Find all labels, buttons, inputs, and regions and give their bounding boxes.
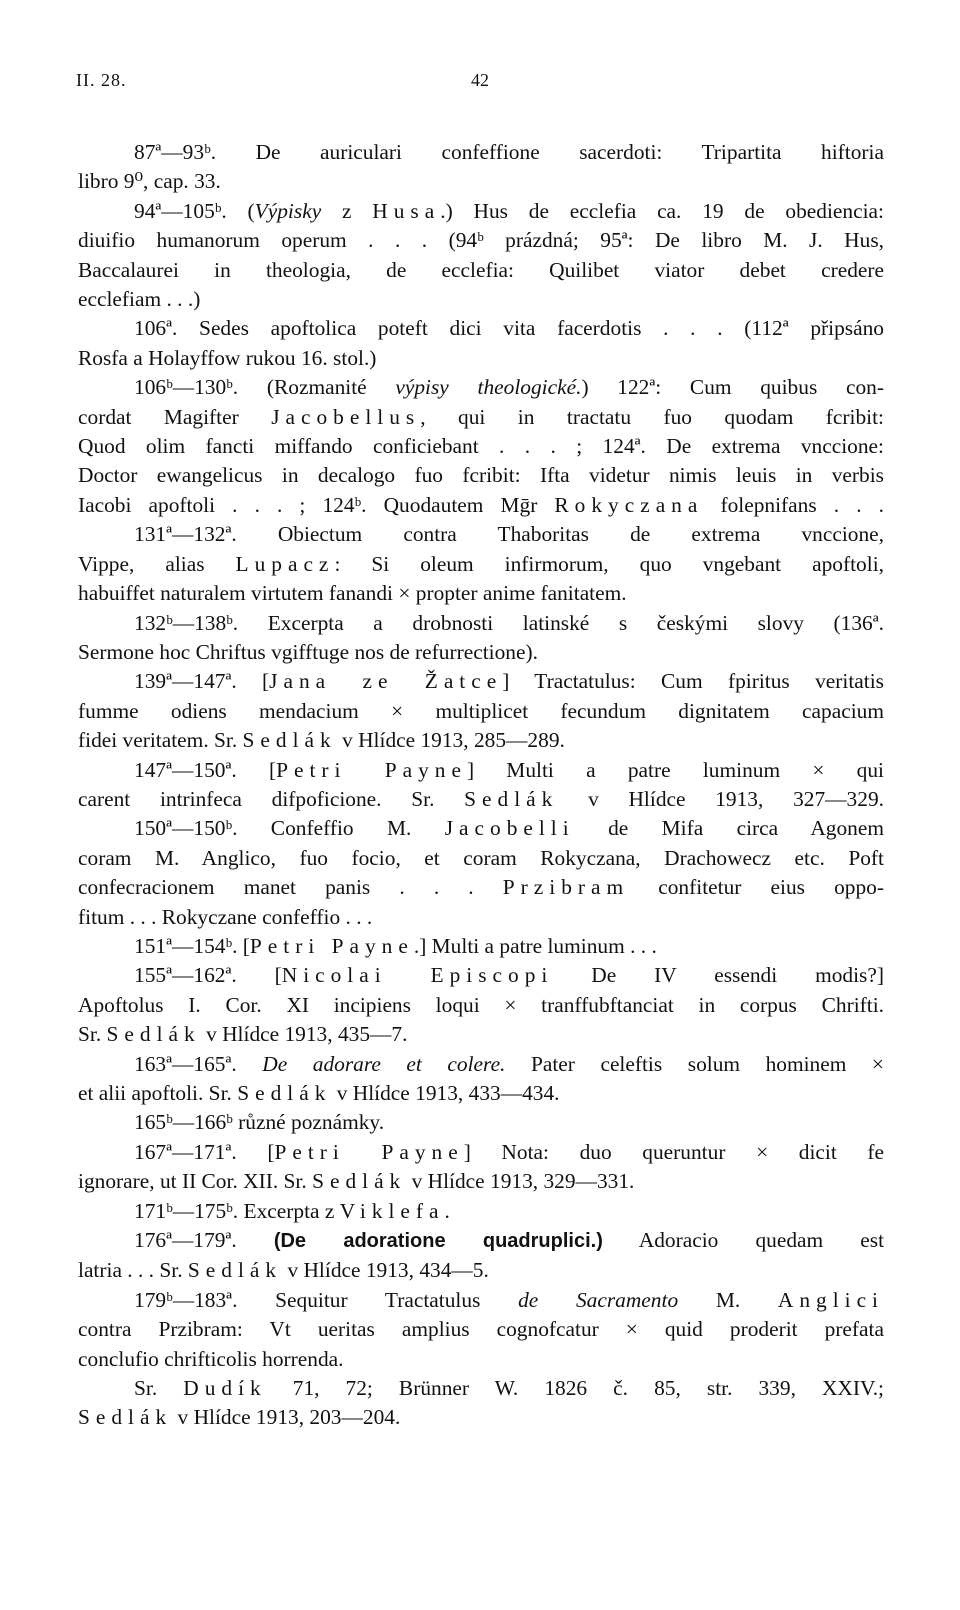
text-line [78,932,884,961]
spaced-name: Nicolai Episcopi [281,963,554,988]
text-run: 147ª—150ª. [ [134,757,277,782]
text-run: Sr. [134,1376,184,1401]
text-line [78,785,884,814]
text-run: v Hlídce 1913, 434—5. [282,1258,489,1283]
text-line [78,1403,884,1432]
spaced-name: Przibram [502,875,630,900]
spaced-name: Rokyczana [554,492,704,517]
spaced-name: Husa [372,198,441,223]
text-run: 163ª—165ª. [134,1051,263,1076]
text-line [78,432,884,461]
text-line [78,903,884,932]
catalogue-text-body [78,138,884,1433]
text-run: confecracionem manet panis . . . [78,875,503,900]
text-run: 132ᵇ—138ᵇ. Excerpta a drobnosti latinské s českými slovy (136ª. [134,610,884,635]
text-run: fitum . . . Rokyczane confeffio . . . [78,904,373,929]
text-line [78,873,884,902]
text-line [78,167,884,196]
text-run: et alii apoftoli. Sr. [78,1081,238,1105]
page-header [76,70,884,100]
text-run: Apoftolus I. Cor. XI incipiens loqui × tranffubftanciat in corpus Chrifti. [78,992,884,1017]
text-run: 94ª—105ᵇ. ( [134,198,255,223]
text-run: M. [678,1287,778,1312]
text-line [78,1167,884,1196]
text-line [78,491,884,520]
spaced-name: Jana ze Žatce [269,669,503,694]
text-line [78,1197,884,1226]
text-run: 106ª. Sedes apoftolica poteft dici vita facerdotis . . . (112ª připsáno [134,316,884,341]
text-run: Sermone hoc Chriftus vgifftuge nos de refurrectione). [78,639,538,664]
text-run: Pater celeftis solum hominem × [505,1051,884,1076]
text-run: De IV essendi modis?] [553,963,885,988]
spaced-name: Sedlák [464,786,559,811]
text-line [78,1286,884,1315]
text-line [78,726,884,755]
spaced-name: Jacobelli [444,816,575,841]
text-line [78,1374,884,1403]
bold-title: (De adoratione quadruplici.) [273,1230,603,1253]
text-run: 179ᵇ—183ª. Sequitur Tractatulus [134,1287,519,1312]
text-run: v Hlídce 1913, 285—289. [336,728,565,753]
text-run: Sr. [78,1022,107,1047]
spaced-name: Dudík [183,1376,267,1401]
spaced-name: Sedlák [187,1258,283,1283]
text-run: diuifio humanorum operum . . . (94ᵇ prázdná; 95ª: De libro M. J. Hus, [78,228,884,253]
text-line [78,1050,884,1079]
text-run: cordat Magifter [78,404,272,429]
text-run: Vippe, alias [78,551,236,576]
text-line [78,844,884,873]
text-run: libro 9⁰, cap. 33. [78,169,221,194]
text-line [78,256,884,285]
spaced-name: Sedlák [78,1405,173,1430]
italic-phrase: výpisy theologické. [395,375,582,400]
text-line [78,226,884,255]
text-run: carent intrinfeca difpoficione. Sr. [78,786,465,811]
text-run: Baccalaurei in theologia, de ecclefia: Quilibet viator debet credere [78,257,884,282]
spaced-name: Sedlák [312,1169,407,1194]
italic-phrase: Výpisky [254,198,322,223]
text-run: latria . . . Sr. [78,1258,188,1283]
text-run: 139ª—147ª. [ [134,669,270,694]
text-run: 171ᵇ—175ᵇ. Excerpta z [134,1198,340,1223]
header-section-mark: II. 28. [76,70,127,90]
text-run: 71, 72; Brünner W. 1826 č. 85, str. 339, XXIV.; [266,1376,884,1401]
text-line [78,138,884,167]
spaced-name: Lupacz [235,551,335,576]
text-run: 87ª—93ᵇ. De auriculari confeffione sacerdoti: Tripartita hiftoria [134,140,884,164]
text-line [78,314,884,343]
text-line [78,756,884,785]
text-line [78,373,884,402]
text-run: Rosfa a Holayffow rukou 16. stol.) [78,345,377,370]
text-run: Quod olim fancti miffando conficiebant . . . ; 124ª. De extrema vnccione: [78,434,884,459]
text-line [78,1315,884,1344]
text-run: v Hlídce 1913, 433—434. [331,1081,560,1105]
spaced-name: Petri Payne [276,757,467,782]
text-line [78,991,884,1020]
text-run: 151ª—154ᵇ. [ [134,933,250,958]
text-run: 176ª—179ª. [134,1228,274,1253]
text-run: ignorare, ut II Cor. XII. Sr. [78,1169,313,1194]
text-run: fidei veritatem. Sr. [78,728,243,753]
text-line [78,1020,884,1049]
text-line [78,1138,884,1167]
italic-phrase: De adorare et colere. [262,1051,506,1076]
text-run: : Si oleum infirmorum, quo vngebant apoftoli, [334,551,884,576]
text-run: ] Multi a patre luminum × qui [466,757,884,782]
text-run: conclufio chrifticolis horrenda. [78,1346,344,1371]
text-run: 106ᵇ—130ᵇ. (Rozmanité [134,375,396,400]
text-line [78,1108,884,1137]
text-line [78,1345,884,1374]
text-line [78,638,884,667]
text-run: .) Hus de ecclefia ca. 19 de obediencia: [440,198,884,223]
italic-phrase: de Sacramento [518,1287,679,1312]
text-line [78,697,884,726]
spaced-name: Viklefa [339,1198,445,1223]
spaced-name: Anglici [777,1287,884,1312]
text-run: habuiffet naturalem virtutem fanandi × propter anime fanitatem. [78,581,627,606]
text-run: Adoracio quedam est [602,1228,885,1253]
spaced-name: Jacobellus [271,404,421,429]
text-line [78,1079,884,1108]
text-run: ecclefiam . . .) [78,287,201,312]
text-run: 165ᵇ—166ᵇ různé poznámky. [134,1110,385,1135]
text-run: v Hlídce 1913, 327—329. [558,786,884,811]
spaced-name: Sedlák [242,728,337,753]
text-line [78,285,884,314]
text-line [78,961,884,990]
text-run: v Hlídce 1913, 435—7. [200,1022,408,1047]
spaced-name: Petri Payne [249,933,414,958]
text-run: folepnifans . . . [703,492,884,517]
text-run: . [444,1198,450,1223]
spaced-name: Sedlák [106,1022,201,1047]
text-run: de Mifa circa Agonem [574,816,884,841]
text-line [78,667,884,696]
text-run: 155ª—162ª. [ [134,963,282,988]
text-line [78,344,884,373]
text-line [78,197,884,226]
text-run: Doctor ewangelicus in decalogo fuo fcribit: Ifta videtur nimis leuis in verbis [78,463,884,488]
text-run: contra Przibram: Vt ueritas amplius cognofcatur × quid proderit prefata [78,1317,884,1342]
text-line [78,1226,884,1256]
text-line [78,550,884,579]
text-line [78,609,884,638]
text-line [78,520,884,549]
text-run: fumme odiens mendacium × multiplicet fecundum dignitatem capacium [78,698,884,723]
text-line [78,579,884,608]
text-run: ] Nota: duo queruntur × dicit fe [463,1139,885,1164]
text-run: 167ª—171ª. [ [134,1139,275,1164]
text-line [78,814,884,843]
text-run: coram M. Anglico, fuo focio, et coram Rokyczana, Drachowecz etc. Poft [78,845,884,870]
text-line [78,1256,884,1285]
text-run: ] Tractatulus: Cum fpiritus veritatis [502,669,884,694]
text-run: 131ª—132ª. Obiectum contra Thaboritas de extrema vnccione, [134,522,884,547]
text-run: .] Multi a patre luminum . . . [413,933,657,958]
text-run: ) 122ª: Cum quibus con- [581,375,884,400]
text-run: , qui in tractatu fuo quodam fcribit: [420,404,884,429]
text-run: 150ª—150ᵇ. Confeffio M. [134,816,445,841]
page-number: 42 [471,70,489,90]
text-run: v Hlídce 1913, 329—331. [406,1169,635,1194]
text-run: z [321,198,373,223]
spaced-name: Petri Payne [274,1139,464,1164]
text-run: confitetur eius oppo- [629,875,884,900]
text-line [78,403,884,432]
text-line [78,461,884,490]
text-run: Iacobi apoftoli . . . ; 124ᵇ. Quodautem Mḡr [78,492,555,517]
spaced-name: Sedlák [237,1081,332,1105]
text-run: v Hlídce 1913, 203—204. [172,1405,401,1430]
